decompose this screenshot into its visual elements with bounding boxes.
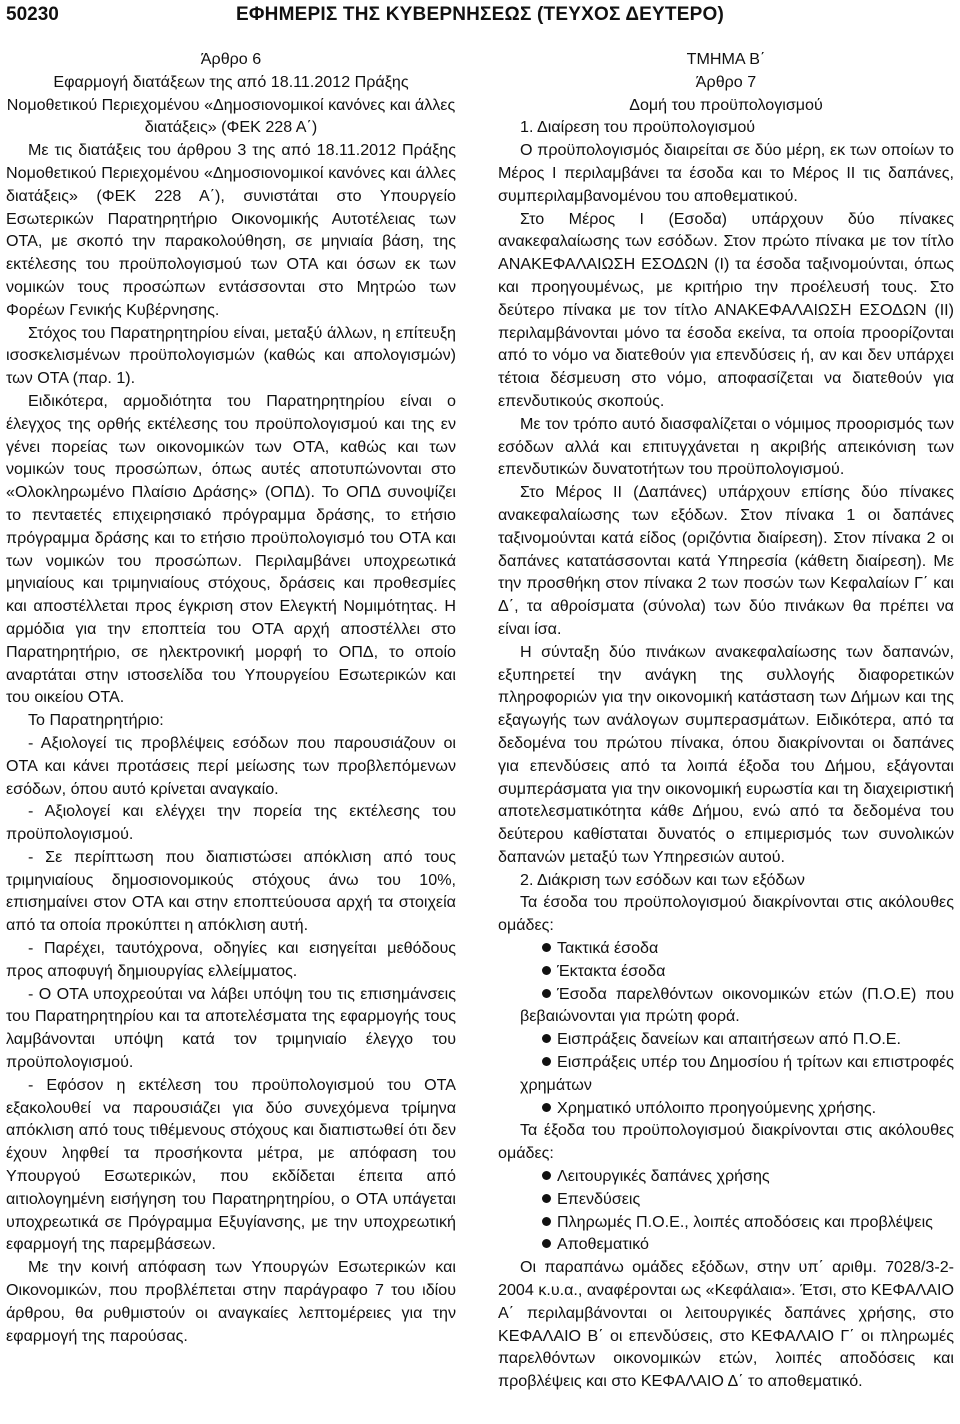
right-column: [498, 48, 954, 1393]
list-item-label: Αποθεματικό: [557, 1235, 649, 1254]
bullet-icon: [542, 1217, 551, 1226]
list-item: [498, 1097, 954, 1120]
list-item-label: Τακτικά έσοδα: [557, 939, 659, 958]
paragraph: Τα έσοδα του προϋπολογισμού διακρίνονται στις ακόλουθες ομάδες:: [498, 893, 954, 935]
paragraph: Με την κοινή απόφαση των Υπουργών Εσωτερικών και Οικονομικών, που προβλέπεται στην παράγραφο 7 του ιδίου άρθρου, θα ρυθμιστούν οι αναγκαίες λεπτομέρειες για την εφαρμογή της παρούσας.: [6, 1258, 456, 1345]
list-item-label: Λειτουργικές δαπάνες χρήσης: [557, 1167, 770, 1186]
paragraph: Η σύνταξη δύο πινάκων ανακεφαλαίωσης των δαπανών, εξυπηρετεί την ανάγκη της συλλογής διαφορετικών πληροφοριών για την οικονομική κατάσταση των Δήμων και της εξαγωγής των ανάλογων συμπερασμάτων. Ειδικότερα, από τα δεδομένα του πρώτου πίνακα, όπου διακρίνονται οι δαπάνες για επενδύσεις από τα λοιπά έξοδα του Δήμου, εξάγονται συμπεράσματα για την οικονομική ευρωστία και τη διαχειριστική αποτελεσματικότητα κάθε Δήμου, ενώ από τα δεδομένα του δεύτερου καθίσταται δυνατός ο επιμερισμός των συνολικών δαπανών μεταξύ των Υπηρεσιών αυτού.: [498, 642, 954, 866]
paragraph: - Σε περίπτωση που διαπιστώσει απόκλιση από τους τριμηνιαίους δημοσιονομικούς στόχους άνω του 10%, επισημαίνει στον ΟΤΑ και στην εποπτεύουσα αρχή τα στοιχεία από τα οποία προκύπτει η απόκλιση αυτή.: [6, 847, 456, 935]
page-number: 50230: [6, 4, 59, 25]
page-header: [6, 4, 954, 30]
bullet-icon: [542, 1194, 551, 1203]
paragraph: - Ο ΟΤΑ υποχρεούται να λάβει υπόψη του τις επισημάνσεις του Παρατηρητηρίου και τα αποτελέσματα της εφαρμογής τους λαμβάνονται υπόψη κατά τον τριμηνιαίο έλεγχο του προϋπολογισμού.: [6, 984, 456, 1072]
paragraph: Οι παραπάνω ομάδες εξόδων, στην υπ΄ αριθμ. 7028/3-2-2004 κ.υ.α., αναφέρονται ως «Κεφάλαια». Έτσι, στο ΚΕΦΑΛΑΙΟ Α΄ περιλαμβάνονται οι λειτουργικές δαπάνες χρήσης, στο ΚΕΦΑΛΑΙΟ Β΄ οι επενδύσεις, στο ΚΕΦΑΛΑΙΟ Γ΄ οι πληρωμές παρελθόντων οικονομικών ετών, λοιπές αποδόσεις και προβλέψεις και στο ΚΕΦΑΛΑΙΟ Δ΄ το αποθεματικό.: [498, 1258, 954, 1391]
list-item-label: Επενδύσεις: [557, 1189, 641, 1208]
paragraph: - Αξιολογεί και ελέγχει την πορεία της εκτέλεσης του προϋπολογισμού.: [6, 802, 456, 844]
paragraph: Με τον τρόπο αυτό διασφαλίζεται ο νόμιμος προορισμός των εσόδων αλλά και επιτυγχάνεται η ακριβής απεικόνιση των επενδυτικών δυνατοτήτων του προϋπολογισμού.: [498, 414, 954, 479]
paragraph: - Παρέχει, ταυτόχρονα, οδηγίες και εισηγείται μεθόδους προς αποφυγή δημιουργίας ελλείμματος.: [6, 939, 456, 980]
bullet-icon: [542, 989, 551, 998]
paragraph: Με τις διατάξεις του άρθρου 3 της από 18.11.2012 Πράξης Νομοθετικού Περιεχομένου «Δημοσιονομικοί κανόνες και άλλες διατάξεις» (ΦΕΚ 228 Α΄), συνιστάται στο Υπουργείο Εσωτερικών Παρατηρητήριο Οικονομικής Αυτοτέλειας των ΟΤΑ, με σκοπό την παρακολούθηση, σε μηνιαία βάση, της εκτέλεσης του προϋπολογισμού των ΟΤΑ και όσων εκ των νομικών τους προσώπων εντάσσονται στο Μητρώο των Φορέων Γενικής Κυβέρνησης.: [6, 141, 456, 319]
paragraph: Στο Μέρος ΙΙ (Δαπάνες) υπάρχουν επίσης δύο πίνακες ανακεφαλαίωσης των εξόδων. Στον πίνακα 1 οι δαπάνες ταξινομούνται κατά είδος (οριζόντια διαίρεση). Στον πίνακα 2 οι δαπάνες κατατάσσονται κατά Υπηρεσία (κάθετη διαίρεση). Με την προσθήκη στον πίνακα 2 των ποσών των Κεφαλαίων Γ΄ και Δ΄, τα αθροίσματα (σύνολα) των δύο πινάκων θα πρέπει να είναι ίσα.: [498, 483, 954, 638]
list-item-label: Χρηματικό υπόλοιπο προηγούμενης χρήσης.: [557, 1098, 877, 1117]
list-item-label: Έσοδα παρελθόντων οικονομικών ετών (Π.Ο.Ε) που βεβαιώνονται για πρώτη φορά.: [520, 984, 954, 1026]
bullet-icon: [542, 1057, 551, 1066]
subsection-title: 2. Διάκριση των εσόδων και των εξόδων: [520, 870, 805, 889]
left-column: [6, 48, 456, 1347]
bullet-icon: [542, 966, 551, 975]
list-item: [498, 1051, 954, 1097]
paragraph: Ο προϋπολογισμός διαιρείται σε δύο μέρη, εκ των οποίων το Μέρος Ι περιλαμβάνει τα έσοδα και το Μέρος ΙΙ τις δαπάνες, συμπεριλαμβανομένου του αποθεματικού.: [498, 141, 954, 205]
list-item: [498, 983, 954, 1029]
list-item: [498, 1165, 954, 1188]
list-item: [498, 1028, 954, 1051]
section-heading: ΤΜΗΜΑ Β΄: [686, 50, 766, 68]
bullet-icon: [542, 1239, 551, 1248]
article-7-title: Δομή του προϋπολογισμού: [629, 95, 823, 114]
paragraph: Το Παρατηρητήριο:: [28, 711, 164, 730]
list-item: [498, 960, 954, 983]
article-6-heading: Άρθρο 6: [200, 50, 262, 68]
list-item-label: Έκτακτα έσοδα: [557, 961, 666, 980]
subsection-title: 1. Διαίρεση του προϋπολογισμού: [520, 118, 756, 137]
bullet-icon: [542, 1034, 551, 1043]
article-7-heading: Άρθρο 7: [695, 72, 757, 91]
paragraph: Τα έξοδα του προϋπολογισμού διακρίνονται στις ακόλουθες ομάδες:: [498, 1121, 954, 1163]
bullet-icon: [542, 943, 551, 952]
paragraph: Ειδικότερα, αρμοδιότητα του Παρατηρητηρίου είναι ο έλεγχος της ορθής εκτέλεσης του προϋπολογισμού και της εν γένει πορείας των οικονομικών των ΟΤΑ, καθώς και των νομικών τους προσώπων, όπως αυτές αποτυπώνονται στο «Ολοκληρωμένο Πλαίσιο Δράσης» (ΟΠΔ). Το ΟΠΔ συνοψίζει το πενταετές επιχειρησιακό πρόγραμμα δράσης, το ετήσιο πρόγραμμα δράσης και το ετήσιο προϋπολογισμό του ΟΤΑ και των νομικών του προσώπων. Περιλαμβάνει υποχρεωτικά μηνιαίους και τριμηνιαίους στόχους, δράσεις και προθεσμίες και αποστέλλεται προς έγκριση στον Ελεγκτή Νομιμότητας. Η αρμόδια για την εποπτεία του ΟΤΑ αρχή αποστέλλει στο Παρατηρητήριο, σε ηλεκτρονική μορφή το ΟΠΔ, το οποίο αναρτάται στην ιστοσελίδα του Υπουργείου Εσωτερικών και του οικείου ΟΤΑ.: [6, 391, 456, 707]
paragraph: - Εφόσον η εκτέλεση του προϋπολογισμού του ΟΤΑ εξακολουθεί να παρουσιάζει για δύο συνεχόμενα τρίμηνα απόκλιση από τους τιθέμενους στόχους και διαπιστωθεί ότι δεν έχουν ληφθεί τα προσήκοντα μέτρα, με απόφαση του Υπουργού Εσωτερικών, που εκδίδεται έπειτα από αιτιολογημένη εισήγηση του Παρατηρητηρίου, ο ΟΤΑ υπάγεται υποχρεωτικά σε Πρόγραμμα Εξυγίανσης, με την υποχρεωτική εφαρμογή της παρεμβάσεων.: [6, 1075, 456, 1254]
list-item: [498, 1188, 954, 1211]
list-item-label: Εισπράξεις υπέρ του Δημοσίου ή τρίτων και επιστροφές χρημάτων: [520, 1053, 954, 1094]
gazette-title: ΕΦΗΜΕΡΙΣ ΤΗΣ ΚΥΒΕΡΝΗΣΕΩΣ (ΤΕΥΧΟΣ ΔΕΥΤΕΡΟ): [236, 4, 724, 25]
list-item: [498, 1233, 954, 1256]
paragraph: Στο Μέρος Ι (Εσοδα) υπάρχουν δύο πίνακες ανακεφαλαίωσης των εσόδων. Στον πρώτο πίνακα με τον τίτλο ΑΝΑΚΕΦΑΛΑΙΩΣΗ ΕΣΟΔΩΝ (Ι) τα έσοδα ταξινομούνται, όπως και προηγουμένως, με κριτήριο την προέλευσή τους. Στο δεύτερο πίνακα με τον τίτλο ΑΝΑΚΕΦΑΛΑΙΩΣΗ ΕΣΟΔΩΝ (ΙΙ) περιλαμβάνονται μόνο τα έσοδα εκείνα, τα οποία προορίζονται από το νόμο να διατεθούν για επενδύσεις ή, αν και δεν υπάρχει τέτοια δέσμευση στο νόμο, αποφασίζεται να διατεθούν για επενδυτικούς σκοπούς.: [498, 209, 954, 410]
paragraph: Στόχος του Παρατηρητηρίου είναι, μεταξύ άλλων, η επίτευξη ισοσκελισμένων προϋπολογισμών (καθώς και απολογισμών) των ΟΤΑ (παρ. 1).: [6, 323, 456, 388]
list-item: [498, 1211, 954, 1234]
bullet-icon: [542, 1103, 551, 1112]
bullet-icon: [542, 1171, 551, 1180]
list-item-label: Εισπράξεις δανείων και απαιτήσεων από Π.Ο.Ε.: [557, 1030, 902, 1049]
list-item: [498, 937, 954, 960]
paragraph: - Αξιολογεί τις προβλέψεις εσόδων που παρουσιάζουν οι ΟΤΑ και κάνει προτάσεις περί μείωσης των προβλεπόμενων εσόδων, όπου αυτό κρίνεται αναγκαίο.: [6, 733, 456, 798]
article-6-title: Εφαρμογή διατάξεων της από 18.11.2012 Πράξης Νομοθετικού Περιεχομένου «Δημοσιονομικοί κανόνες και άλλες διατάξεις» (ΦΕΚ 228 Α΄): [6, 72, 456, 137]
list-item-label: Πληρωμές Π.Ο.Ε., λοιπές αποδόσεις και προβλέψεις: [557, 1212, 933, 1231]
